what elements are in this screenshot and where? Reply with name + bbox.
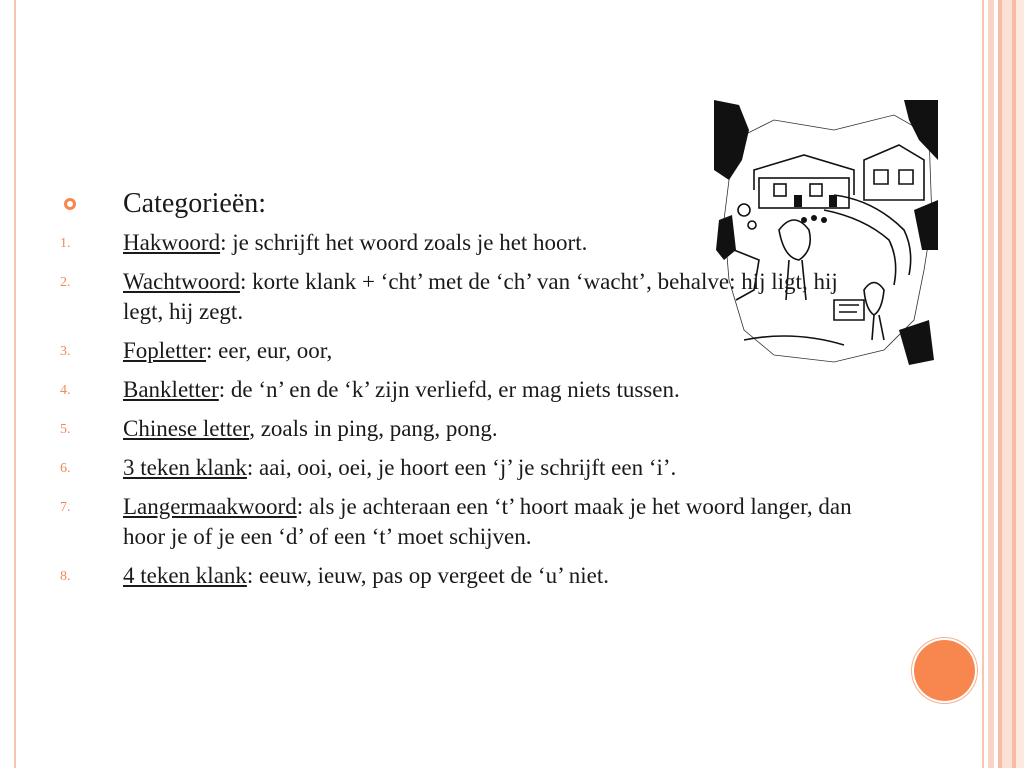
list-item <box>60 267 880 327</box>
list-item <box>60 228 880 258</box>
item-text: : eer, eur, oor, <box>206 338 333 363</box>
item-term: Fopletter <box>123 338 207 363</box>
item-number: 1. <box>60 236 71 251</box>
item-number: 7. <box>60 500 71 515</box>
item-text: : korte klank + ‘cht’ met de ‘ch’ van ‘wacht’, behalve: hij ligt, hij legt, hij zegt. <box>123 269 838 324</box>
item-term: Chinese letter <box>123 416 250 441</box>
list-item <box>60 414 880 444</box>
item-number: 4. <box>60 383 71 398</box>
item-text: : eeuw, ieuw, pas op vergeet de ‘u’ niet. <box>246 563 610 588</box>
item-term: Hakwoord <box>123 230 221 255</box>
item-number: 6. <box>60 461 71 476</box>
item-term: Wachtwoord <box>123 269 240 294</box>
item-number: 5. <box>60 422 71 437</box>
list-item <box>60 453 880 483</box>
left-frame-line <box>14 0 16 768</box>
item-text: : je schrijft het woord zoals je het hoort. <box>220 230 588 255</box>
right-frame-stripes <box>978 0 1024 768</box>
list-item <box>60 492 880 552</box>
heading-row <box>60 186 880 222</box>
list-item <box>60 336 880 366</box>
list-item <box>60 375 880 405</box>
ring-bullet-icon <box>64 198 76 210</box>
item-number: 8. <box>60 569 71 584</box>
item-term: Langermaakwoord <box>123 494 297 519</box>
category-list <box>60 228 880 591</box>
orange-circle-decoration <box>914 640 975 701</box>
item-number: 3. <box>60 344 71 359</box>
item-term: 4 teken klank <box>123 563 247 588</box>
slide-heading: Categorieën: <box>123 188 267 219</box>
item-text: : aai, ooi, oei, je hoort een ‘j’ je schrijft een ‘i’. <box>246 455 677 480</box>
item-text: : als je achteraan een ‘t’ hoort maak je het woord langer, dan hoor je of je een ‘d’ of een ‘t’ moet schijven. <box>123 494 852 549</box>
slide-content <box>60 186 880 600</box>
item-text: , zoals in ping, pang, pong. <box>249 416 498 441</box>
item-term: Bankletter <box>123 377 219 402</box>
item-text: : de ‘n’ en de ‘k’ zijn verliefd, er mag niets tussen. <box>218 377 680 402</box>
item-term: 3 teken klank <box>123 455 247 480</box>
list-item <box>60 561 880 591</box>
item-number: 2. <box>60 275 71 290</box>
